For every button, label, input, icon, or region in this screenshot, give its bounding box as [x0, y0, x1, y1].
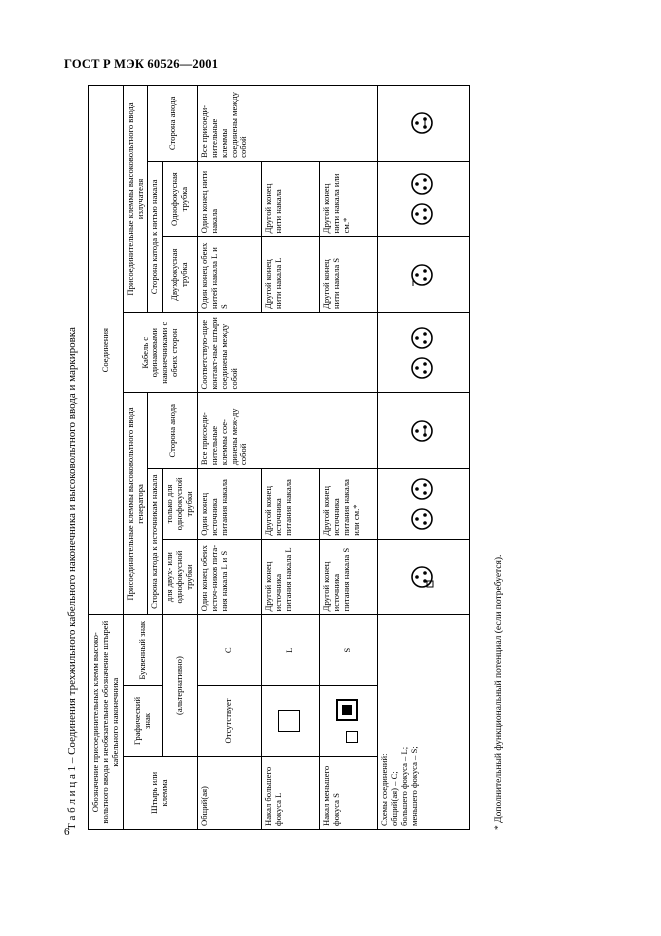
letter-sign-header: Буквенный знак: [123, 615, 163, 686]
emitter-header: Присоединительные клеммы высоковольтного ввода излучателя: [123, 86, 148, 313]
letter-cell: S: [319, 615, 377, 686]
footnote: * Дополнительный функциональный потенциал (если потребуется).: [494, 554, 504, 830]
gen-single-diagram-cell: [377, 469, 469, 540]
connector-diagram-icon: [409, 506, 435, 532]
em-anode-cell: Все присоеди-нительные клеммы соединены между собой: [197, 86, 377, 162]
graphic-cell: [261, 686, 319, 757]
cable-header: Кабель с одинаковыми наконечниками с обеих сторон: [123, 313, 197, 393]
emitter-anode-header: Сторона анода: [148, 86, 198, 162]
connections-header: Соединения: [89, 86, 124, 615]
nested-square-icon: [336, 699, 358, 721]
scheme-line-small: меньшего фокуса – S;: [408, 746, 419, 826]
generator-header: Присоединительные клеммы высоковольтного ввода генератора: [123, 393, 148, 615]
gen-single-cell: Другой конец источника питания накала или см.*: [319, 469, 377, 540]
pin-cell: Общий(ая): [197, 756, 261, 829]
table-row-schemes: [377, 86, 469, 830]
scheme-label: Схемы соединений:: [378, 753, 389, 826]
document-header: ГОСТ Р МЭК 60526—2001: [64, 57, 219, 71]
letter-cell: L: [261, 615, 319, 686]
em-anode-diagram-cell: [377, 86, 469, 162]
pin-header: Штырь или клемма: [123, 756, 197, 829]
gen-single-cell: Другой конец источника питания накала: [261, 469, 319, 540]
generator-cathode-header: Сторона катода к источникам накала: [148, 469, 163, 615]
pin-cell: Накал большего фокуса L: [261, 756, 319, 829]
small-square-icon: [346, 731, 358, 743]
page-number: 6: [64, 826, 70, 838]
generator-single-header: только для однофокусной трубки: [163, 469, 198, 540]
em-dual-diagram-cell: [377, 237, 469, 313]
graphic-sign-header: Графический знак: [123, 686, 163, 757]
scheme-line-common: общий(ая) – С;: [388, 771, 399, 826]
generator-dual-header: для двух- или однофокусной трубки: [163, 539, 198, 615]
em-dual-cell: Один конец обеих нитей накала L и S: [197, 237, 261, 313]
terminal-designation-header: Обозначение присоединительных клемм высоко-вольтного ввода и необязательное обозначение штырей кабельного наконечника: [89, 615, 124, 830]
connector-diagram-icon: [409, 171, 435, 197]
rotated-table-sheet: [66, 85, 526, 830]
gen-single-cell: Один конец источника питания накала: [197, 469, 261, 540]
em-single-cell: Другой конец нити накала: [261, 161, 319, 237]
em-single-diagram-cell: [377, 161, 469, 237]
connector-diagram-icon: [409, 564, 435, 590]
scheme-line-large: большего фокуса – L;: [398, 746, 409, 826]
connector-diagram-icon: [409, 355, 435, 381]
letter-cell: С: [197, 615, 261, 686]
emitter-cathode-header: Сторона катода к нитью накала: [148, 161, 163, 312]
table-caption: Т а б л и ц а 1 – Соединения трехжильного кабельного наконечника и высоковольтного ввода и маркировка: [66, 327, 78, 830]
emitter-dual-header: Двухфокусная трубка: [163, 237, 198, 313]
connections-table: [88, 85, 470, 830]
gen-dual-cell: Один конец обеих источ-ников пита-ния накала L и S: [197, 539, 261, 615]
em-dual-cell: Другой конец нити накала S: [319, 237, 377, 313]
gen-dual-cell: Другой конец источника питания накала S: [319, 539, 377, 615]
graphic-cell: [319, 686, 377, 757]
large-square-icon: [278, 710, 300, 732]
connector-diagram-icon: [409, 110, 435, 136]
em-single-cell: Один конец нити накала: [197, 161, 261, 237]
gen-anode-diagram-cell: [377, 393, 469, 469]
table-row: [197, 86, 261, 830]
gen-anode-cell: Все присоеди-нительные клеммы сое-динены меж-ду собой: [197, 393, 377, 469]
emitter-single-header: Однофокусная трубка: [163, 161, 198, 237]
gen-dual-cell: Другой конец источника питания накала L: [261, 539, 319, 615]
connector-diagram-icon: [409, 325, 435, 351]
connector-diagram-icon: [409, 418, 435, 444]
gen-dual-diagram-cell: [377, 539, 469, 615]
pin-cell: Накал меньшего фокуса S: [319, 756, 377, 829]
scheme-legend-cell: [377, 615, 469, 830]
generator-anode-header: Сторона анода: [148, 393, 198, 469]
em-single-cell: Другой конец нити накала или см.*: [319, 161, 377, 237]
cable-cell: Соответствую-щие контакт-ные штыри соединены между собой: [197, 313, 377, 393]
cable-diagram-cell: [377, 313, 469, 393]
graphic-cell: Отсутствует: [197, 686, 261, 757]
em-dual-cell: Другой конец нити накала L: [261, 237, 319, 313]
connector-diagram-icon: [409, 262, 435, 288]
alternative-header: (альтернативно): [163, 615, 198, 756]
connector-diagram-icon: [409, 201, 435, 227]
connector-diagram-icon: [409, 476, 435, 502]
